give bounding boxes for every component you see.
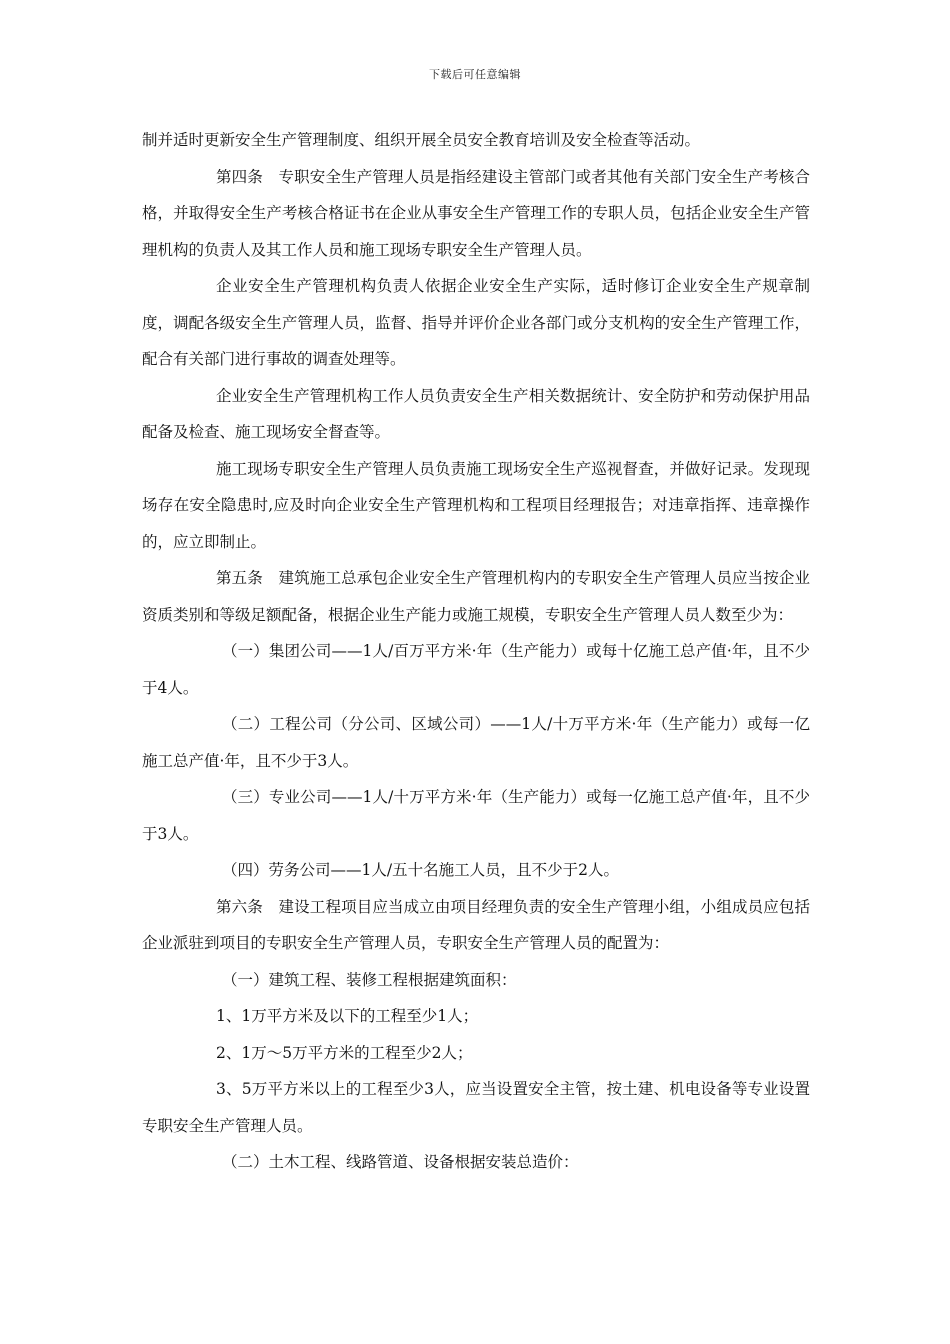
paragraph: 企业安全生产管理机构工作人员负责安全生产相关数据统计、安全防护和劳动保护用品配备及检查、施工现场安全督查等。 — [142, 386, 810, 441]
paragraph: 企业安全生产管理机构负责人依据企业安全生产实际，适时修订企业安全生产规章制度，调配各级安全生产管理人员，监督、指导并评价企业各部门或分支机构的安全生产管理工作，配合有关部门进行事故的调查处理等。 — [142, 277, 810, 368]
list-item: （一）集团公司——1人/百万平方米·年（生产能力）或每十亿施工总产值·年，且不少于4人。 — [142, 642, 810, 697]
paragraph-article-6: 第六条 建设工程项目应当成立由项目经理负责的安全生产管理小组，小组成员应包括企业派驻到项目的专职安全生产管理人员，专职安全生产管理人员的配置为： — [142, 897, 810, 952]
paragraph-article-5: 第五条 建筑施工总承包企业安全生产管理机构内的专职安全生产管理人员应当按企业资质类别和等级足额配备，根据企业生产能力或施工规模，专职安全生产管理人员人数至少为： — [142, 569, 810, 624]
list-item: （一）建筑工程、装修工程根据建筑面积： — [222, 970, 517, 989]
list-item: 2、1万～5万平方米的工程至少2人； — [216, 1043, 473, 1062]
list-item: 1、1万平方米及以下的工程至少1人； — [216, 1007, 479, 1025]
list-item: （二）工程公司（分公司、区域公司）——1人/十万平方米·年（生产能力）或每一亿施工总产值·年，且不少于3人。 — [142, 715, 810, 770]
list-item: 3、5万平方米以上的工程至少3人，应当设置安全主管，按土建、机电设备等专业设置专职安全生产管理人员。 — [142, 1080, 810, 1135]
list-item: （三）专业公司——1人/十万平方米·年（生产能力）或每一亿施工总产值·年，且不少于3人。 — [142, 788, 810, 843]
paragraph-article-4: 第四条 专职安全生产管理人员是指经建设主管部门或者其他有关部门安全生产考核合格，并取得安全生产考核合格证书在企业从事安全生产管理工作的专职人员，包括企业安全生产管理机构的负责人及其工作人员和施工现场专职安全生产管理人员。 — [142, 167, 810, 259]
page-header: 下载后可任意编辑 — [429, 68, 521, 81]
paragraph: 施工现场专职安全生产管理人员负责施工现场安全生产巡视督查，并做好记录。发现现场存在安全隐患时,应及时向企业安全生产管理机构和工程项目经理报告；对违章指挥、违章操作的，应立即制止。 — [142, 459, 810, 551]
document-body — [142, 122, 810, 1181]
list-item: （二）土木工程、线路管道、设备根据安装总造价： — [222, 1153, 579, 1171]
paragraph: 制并适时更新安全生产管理制度、组织开展全员安全教育培训及安全检查等活动。 — [142, 131, 701, 149]
list-item: （四）劳务公司——1人/五十名施工人员，且不少于2人。 — [222, 861, 619, 879]
